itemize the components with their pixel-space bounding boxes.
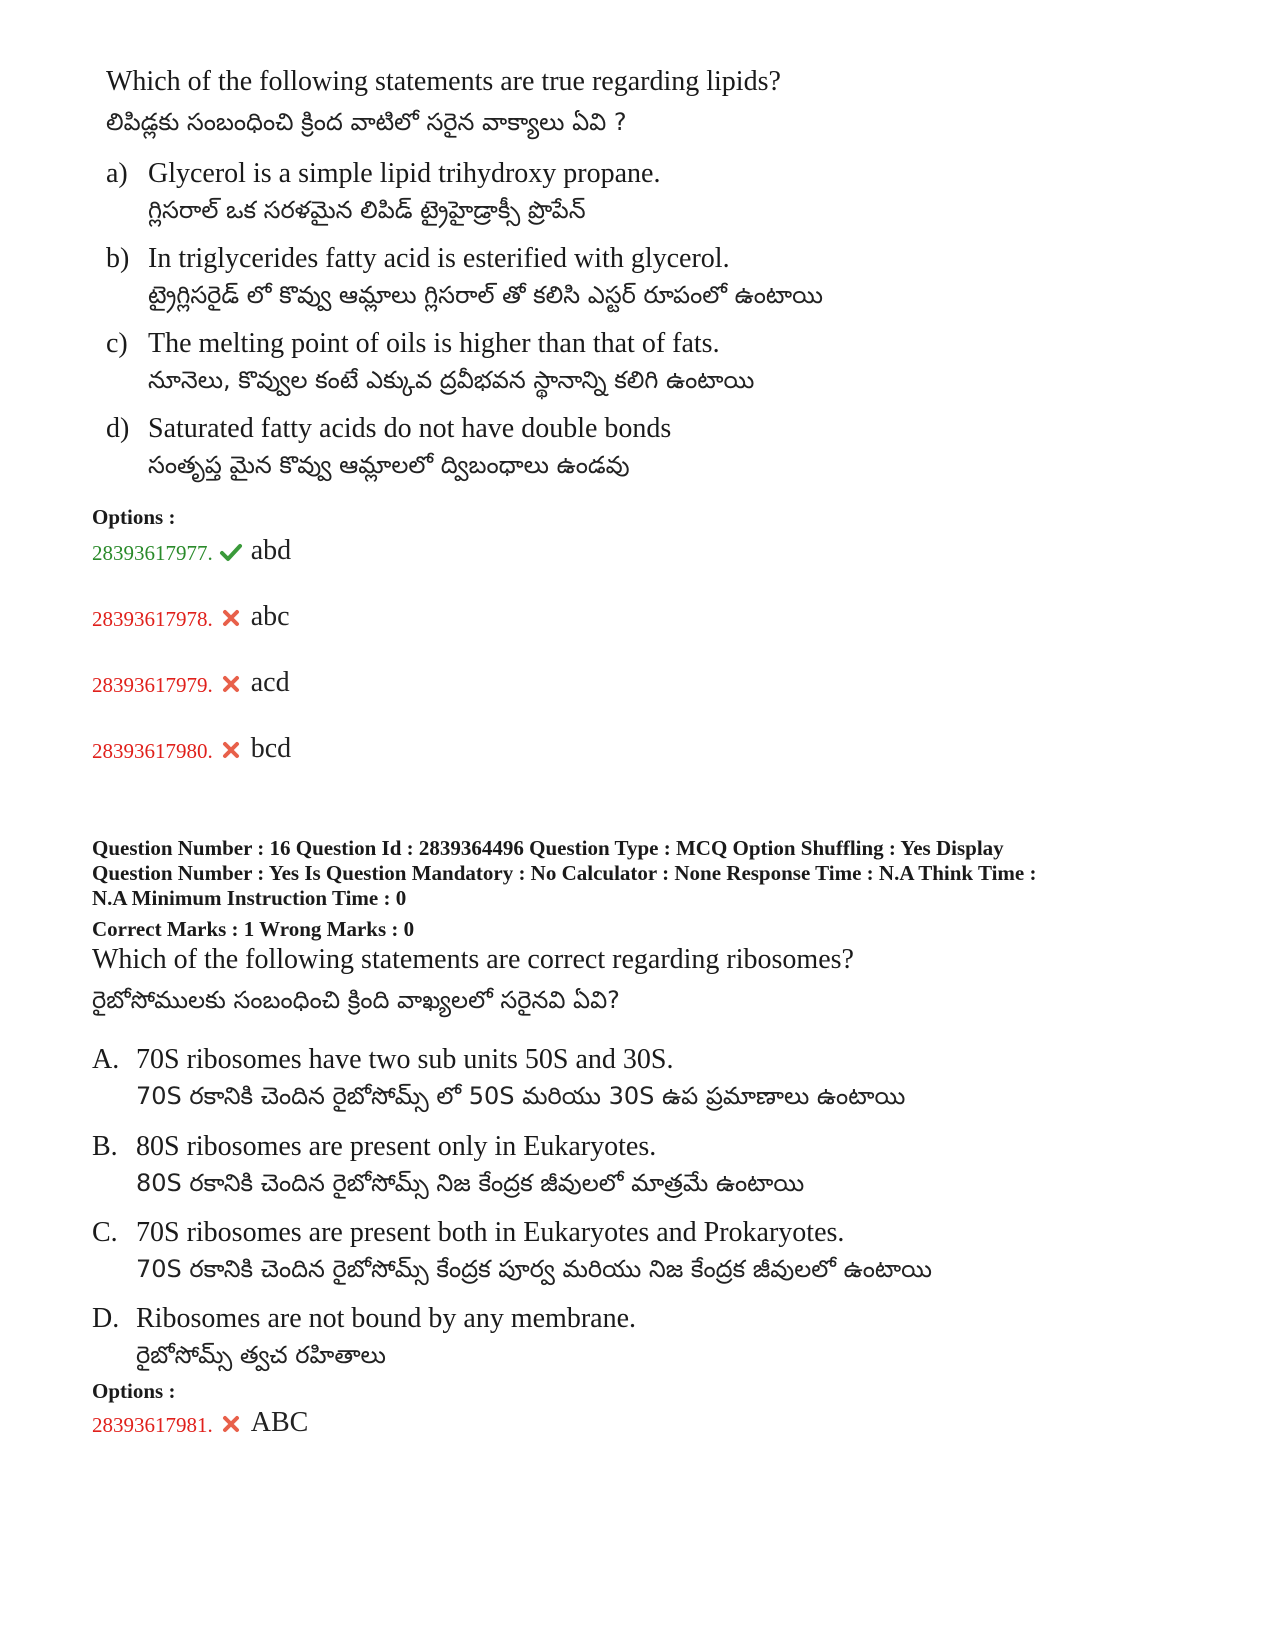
- statement-label: c): [106, 328, 128, 359]
- q16-question-te: రైబోసోములకు సంబంధించి క్రింది వాఖ్యలలో సరైనవి ఏవి?: [92, 986, 620, 1014]
- statement-en: Glycerol is a simple lipid trihydroxy propane.: [148, 158, 661, 189]
- statement-te: 70S రకానికి చెందిన రైబోసోమ్స్ లో 50S మరియు 30S ఉప ప్రమాణాలు ఉంటాయి: [136, 1082, 906, 1110]
- cross-icon: [219, 738, 243, 762]
- q16-meta-line-1: Question Number : 16 Question Id : 2839364496 Question Type : MCQ Option Shuffling : Yes Display: [92, 836, 1004, 860]
- statement-en: 70S ribosomes are present both in Eukaryotes and Prokaryotes.: [136, 1217, 845, 1248]
- statement-en: In triglycerides fatty acid is esterified with glycerol.: [148, 243, 730, 274]
- statement-te: 70S రకానికి చెందిన రైబోసోమ్స్ కేంద్రక పూర్వ మరియు నిజ కేంద్రక జీవులలో ఉంటాయి: [136, 1255, 932, 1283]
- statement-te: రైబోసోమ్స్ త్వచ రహితాలు: [136, 1341, 386, 1369]
- statement-label: D.: [92, 1303, 120, 1334]
- statement-en: The melting point of oils is higher than that of fats.: [148, 328, 720, 359]
- cross-icon: [219, 606, 243, 630]
- statement-te: సంతృప్త మైన కొవ్వు ఆమ్లాలలో ద్విబంధాలు ఉండవు: [148, 451, 630, 479]
- option-id: 28393617977.: [92, 541, 213, 565]
- statement-en: 80S ribosomes are present only in Eukaryotes.: [136, 1131, 657, 1162]
- q16-option-1: [92, 1408, 308, 1438]
- option-value: abd: [250, 535, 292, 566]
- q16-meta-line-3: N.A Minimum Instruction Time : 0: [92, 886, 407, 910]
- statement-te: 80S రకానికి చెందిన రైబోసోమ్స్ నిజ కేంద్రక జీవులలో మాత్రమే ఉంటాయి: [136, 1169, 805, 1197]
- option-value: abc: [250, 601, 290, 632]
- statement-te: నూనెలు, కొవ్వుల కంటే ఎక్కువ ద్రవీభవన స్థానాన్ని కలిగి ఉంటాయి: [148, 366, 755, 394]
- statement-te: ట్రైగ్లిసరైడ్ లో కొవ్వు ఆమ్లాలు గ్లిసరాల్ తో కలిసి ఎస్టర్ రూపంలో ఉంటాయి: [148, 281, 824, 309]
- q16-marks: Correct Marks : 1 Wrong Marks : 0: [92, 917, 415, 941]
- q15-option-1: [92, 536, 291, 566]
- q15-option-3: [92, 668, 290, 698]
- statement-label: B.: [92, 1131, 118, 1162]
- statement-te: గ్లిసరాల్ ఒక సరళమైన లిపిడ్ ట్రైహైడ్రాక్సీ ప్రొపేన్: [148, 196, 586, 224]
- option-value: bcd: [250, 733, 292, 764]
- option-id: 28393617981.: [92, 1413, 213, 1437]
- option-id: 28393617979.: [92, 673, 213, 697]
- statement-label: a): [106, 158, 128, 189]
- statement-en: Ribosomes are not bound by any membrane.: [136, 1303, 637, 1334]
- check-icon: [219, 540, 243, 564]
- statement-en: Saturated fatty acids do not have double bonds: [148, 413, 672, 444]
- statement-label: b): [106, 243, 130, 274]
- option-id: 28393617978.: [92, 607, 213, 631]
- statement-label: A.: [92, 1044, 120, 1075]
- q15-option-4: [92, 734, 291, 764]
- q15-option-2: [92, 602, 290, 632]
- option-id: 28393617980.: [92, 739, 213, 763]
- q16-meta-line-2: Question Number : Yes Is Question Mandatory : No Calculator : None Response Time : N.A Think Time :: [92, 861, 1037, 885]
- q15-options-label: Options :: [92, 505, 176, 529]
- statement-label: C.: [92, 1217, 118, 1248]
- q16-options-label: Options :: [92, 1379, 176, 1403]
- option-value: acd: [250, 667, 290, 698]
- q15-question-en: Which of the following statements are true regarding lipids?: [106, 66, 781, 97]
- cross-icon: [219, 1412, 243, 1436]
- q16-question-en: Which of the following statements are correct regarding ribosomes?: [92, 944, 854, 975]
- option-value: ABC: [250, 1407, 309, 1438]
- q15-question-te: లిపిడ్లకు సంబంధించి క్రింద వాటిలో సరైన వాక్యాలు ఏవి ?: [106, 108, 627, 136]
- cross-icon: [219, 672, 243, 696]
- statement-en: 70S ribosomes have two sub units 50S and 30S.: [136, 1044, 674, 1075]
- statement-label: d): [106, 413, 130, 444]
